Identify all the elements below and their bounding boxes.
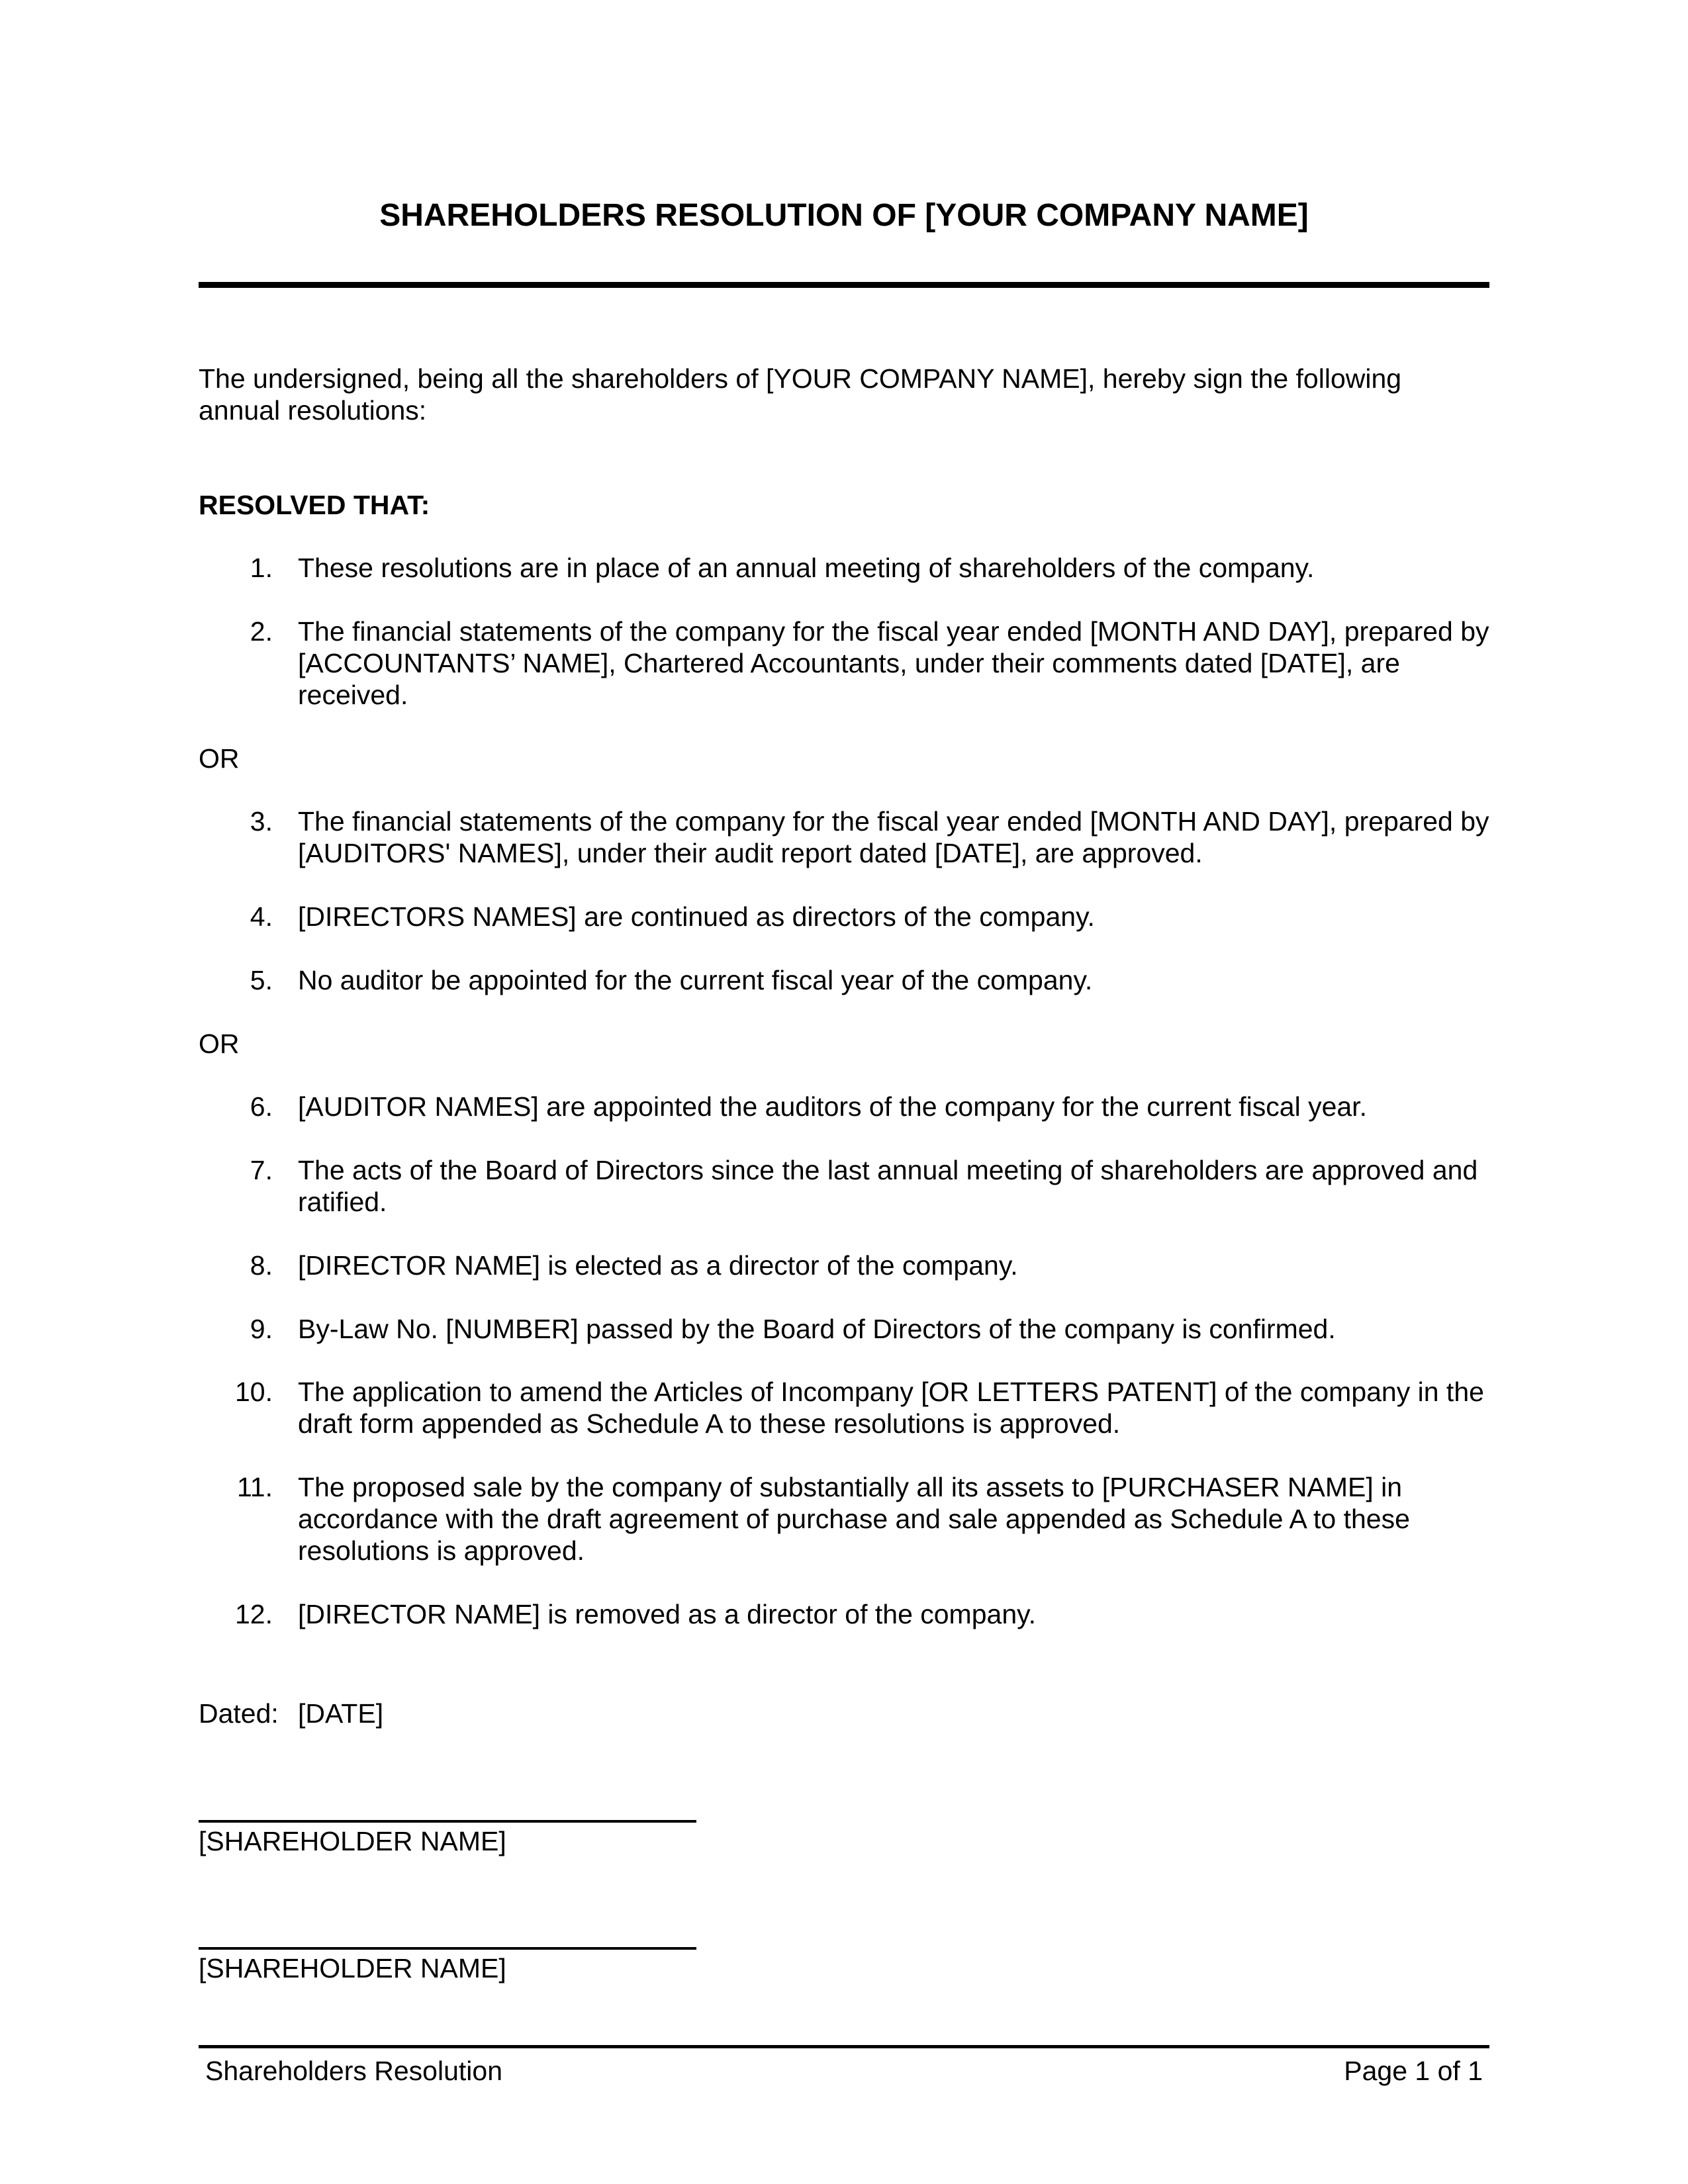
signatory-name: [SHAREHOLDER NAME]	[199, 1826, 506, 1856]
item-text: No auditor be appointed for the current fiscal year of the company.	[298, 965, 1093, 995]
document-title: SHAREHOLDERS RESOLUTION OF [YOUR COMPANY NAME]	[379, 198, 1309, 233]
resolved-heading: RESOLVED THAT:	[199, 490, 430, 520]
item-number: 10.	[235, 1377, 273, 1407]
item-number: 4.	[250, 901, 273, 932]
item-text: [AUDITOR NAMES] are appointed the auditors of the company for the current fiscal year.	[298, 1091, 1367, 1122]
item-number: 5.	[250, 965, 273, 995]
item-number: 9.	[250, 1314, 273, 1344]
item-text: These resolutions are in place of an annual meeting of shareholders of the company.	[298, 553, 1315, 583]
item-number: 6.	[250, 1091, 273, 1122]
dated-value: [DATE]	[298, 1698, 384, 1729]
footer-divider	[199, 2045, 1489, 2048]
intro-paragraph: The undersigned, being all the shareholders of [YOUR COMPANY NAME], hereby sign the following annual resolutions:	[199, 363, 1402, 426]
item-number: 8.	[250, 1250, 273, 1281]
item-text: The acts of the Board of Directors since the last annual meeting of shareholders are approved and ratified.	[298, 1155, 1478, 1217]
item-text: [DIRECTOR NAME] is elected as a director of the company.	[298, 1250, 1018, 1281]
item-number: 11.	[237, 1472, 273, 1502]
item-text: The application to amend the Articles of Incompany [OR LETTERS PATENT] of the company in the draft form appended as Schedule A to these resolutions is approved.	[298, 1377, 1484, 1439]
item-number: 7.	[250, 1155, 273, 1185]
item-text: The financial statements of the company for the fiscal year ended [MONTH AND DAY], prepared by [AUDITORS' NAMES], under their audit report dated [DATE], are approved.	[298, 806, 1489, 868]
dated-label: Dated:	[199, 1698, 279, 1729]
signatory-name: [SHAREHOLDER NAME]	[199, 1953, 506, 1983]
signature-line	[199, 1947, 696, 1950]
item-text: By-Law No. [NUMBER] passed by the Board of Directors of the company is confirmed.	[298, 1314, 1336, 1344]
or-separator: OR	[199, 1028, 240, 1059]
item-number: 3.	[250, 806, 273, 837]
item-number: 1.	[250, 553, 273, 583]
or-separator: OR	[199, 743, 240, 774]
item-text: The financial statements of the company for the fiscal year ended [MONTH AND DAY], prepared by [ACCOUNTANTS’ NAME], Chartered Accountants, under their comments dated [DATE], are received.	[298, 616, 1489, 710]
footer-page-number: Page 1 of 1	[1344, 2056, 1483, 2086]
item-number: 12.	[235, 1599, 273, 1629]
item-text: The proposed sale by the company of substantially all its assets to [PURCHASER NAME] in accordance with the draft agreement of purchase and sale appended as Schedule A to these resolutions is approved.	[298, 1472, 1410, 1566]
item-text: [DIRECTOR NAME] is removed as a director of the company.	[298, 1599, 1036, 1629]
item-text: [DIRECTORS NAMES] are continued as directors of the company.	[298, 901, 1095, 932]
item-number: 2.	[250, 616, 273, 647]
signature-line	[199, 1820, 696, 1823]
title-divider	[199, 282, 1489, 288]
footer-document-name: Shareholders Resolution	[205, 2056, 502, 2086]
